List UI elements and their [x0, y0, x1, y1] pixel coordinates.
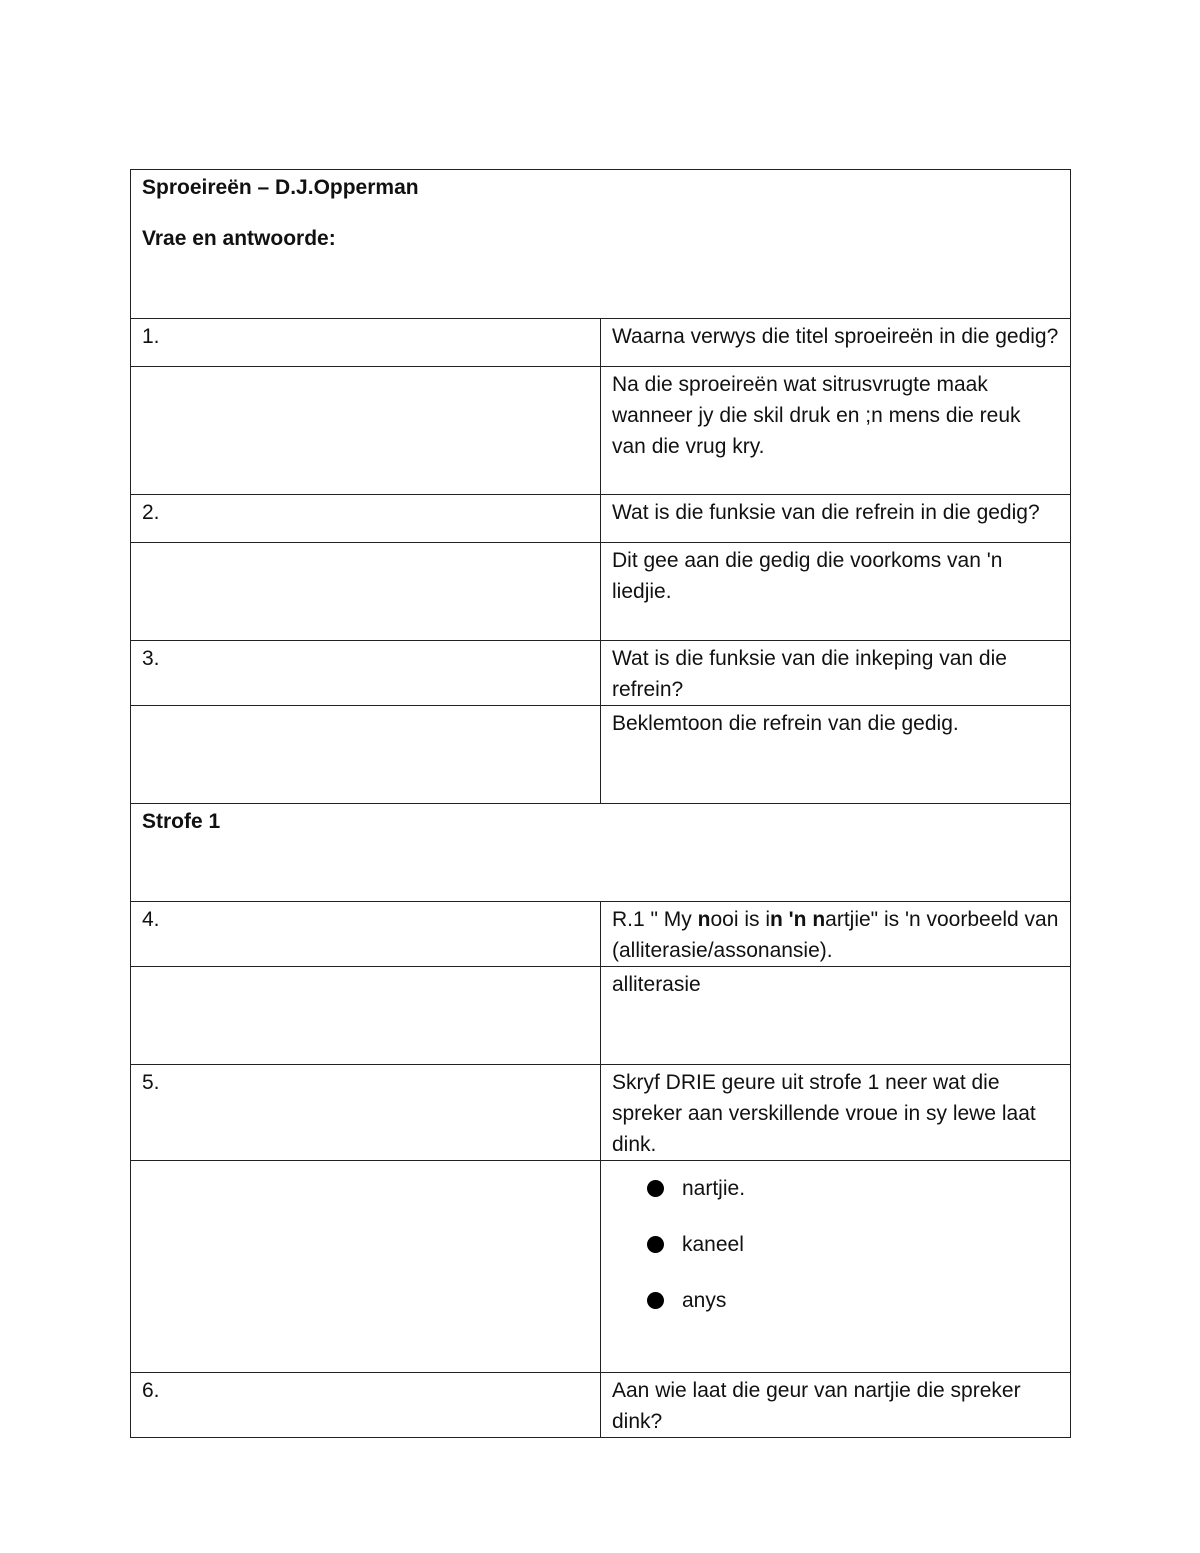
answer-row [131, 543, 1071, 641]
qa-table [130, 169, 1071, 1438]
qa-document [130, 169, 1071, 1438]
question-text [601, 902, 1071, 967]
section-title: Strofe 1 [131, 804, 1071, 902]
question-text: Wat is die funksie van die inkeping van die refrein? [601, 641, 1071, 706]
header-cell [131, 170, 1071, 319]
answer-list-cell [601, 1161, 1071, 1373]
question-row [131, 1373, 1071, 1438]
answer-number-cell [131, 706, 601, 804]
answer-text: Beklemtoon die refrein van die gedig. [601, 706, 1071, 804]
question-row [131, 641, 1071, 706]
answer-text: Na die sproeireën wat sitrusvrugte maak wanneer jy die skil druk en ;n mens die reuk van die vrug kry. [601, 367, 1071, 495]
question-text-part: R.1 " My [612, 908, 698, 931]
question-text-part: ooi is i [710, 908, 770, 931]
question-number: 2. [131, 495, 601, 543]
bullet-icon [647, 1180, 664, 1197]
list-item [647, 1285, 1060, 1316]
question-text: Skryf DRIE geure uit strofe 1 neer wat die spreker aan verskillende vroue in sy lewe laat dink. [601, 1065, 1071, 1161]
question-number: 3. [131, 641, 601, 706]
answer-text: Dit gee aan die gedig die voorkoms van 'n liedjie. [601, 543, 1071, 641]
answer-row [131, 1161, 1071, 1373]
bullet-icon [647, 1236, 664, 1253]
section-row [131, 804, 1071, 902]
answer-item: kaneel [682, 1233, 744, 1256]
answer-text: alliterasie [601, 967, 1071, 1065]
answer-number-cell [131, 967, 601, 1065]
answer-number-cell [131, 543, 601, 641]
emphasis-letter: n [697, 908, 711, 931]
question-row [131, 1065, 1071, 1161]
question-row [131, 902, 1071, 967]
list-item [647, 1173, 1060, 1204]
answer-row [131, 967, 1071, 1065]
answer-number-cell [131, 1161, 601, 1373]
question-text: Wat is die funksie van die refrein in die gedig? [601, 495, 1071, 543]
question-row [131, 495, 1071, 543]
question-number: 1. [131, 319, 601, 367]
header-row [131, 170, 1071, 319]
answer-row [131, 706, 1071, 804]
document-title: Sproeireën – D.J.Opperman [142, 176, 419, 199]
question-row [131, 319, 1071, 367]
answer-item: nartjie. [682, 1177, 746, 1200]
question-number: 6. [131, 1373, 601, 1438]
answer-item: anys [682, 1289, 727, 1312]
emphasis-letter: n 'n n [770, 908, 826, 931]
question-number: 4. [131, 902, 601, 967]
list-item [647, 1229, 1060, 1260]
question-text: Aan wie laat die geur van nartjie die spreker dink? [601, 1373, 1071, 1438]
question-text: Waarna verwys die titel sproeireën in die gedig? [601, 319, 1071, 367]
answer-bullet-list [612, 1173, 1060, 1316]
document-subtitle: Vrae en antwoorde: [142, 227, 336, 250]
bullet-icon [647, 1292, 664, 1309]
question-text-part: artjie" is 'n voorbeeld van (alliterasie/assonansie). [612, 908, 1059, 962]
answer-number-cell [131, 367, 601, 495]
answer-row [131, 367, 1071, 495]
question-number: 5. [131, 1065, 601, 1161]
